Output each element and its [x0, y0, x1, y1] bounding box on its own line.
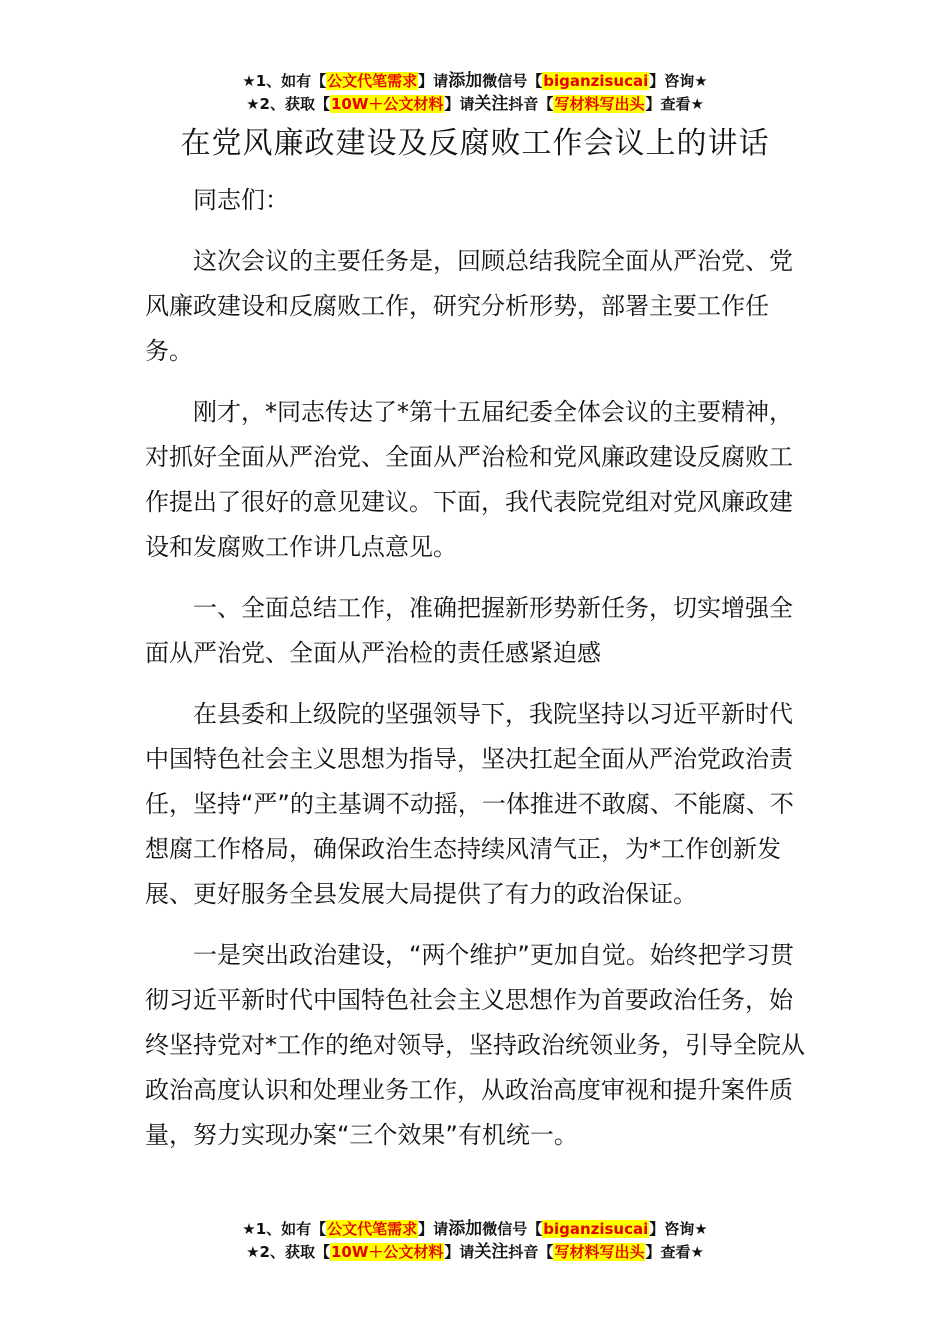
banner-emphasis: 关注	[474, 94, 509, 114]
banner-text: ★2、获取【	[246, 1243, 330, 1261]
banner-text: 】查看★	[645, 95, 704, 113]
document-title: 在党风廉政建设及反腐败工作会议上的讲话	[180, 126, 770, 161]
banner-line-2	[0, 1241, 950, 1264]
body-paragraph: 一是突出政治建设，“两个维护”更加自觉。始终把学习贯彻习近平新时代中国特色社会主义思想作为首要政治任务，始终坚持党对*工作的绝对领导，坚持政治统领业务，引导全院从政治高度认识和处理业务工作，从政治高度审视和提升案件质量，努力实现办案“三个效果”有机统一。	[145, 941, 805, 1149]
banner-highlight: biganzisucai	[543, 1220, 649, 1238]
banner-highlight: biganzisucai	[543, 72, 649, 90]
banner-highlight: 写材料写出头	[554, 1243, 645, 1261]
banner-text: 】请	[418, 1220, 449, 1238]
banner-emphasis: 添加	[448, 71, 483, 91]
banner-emphasis: 关注	[474, 1242, 509, 1262]
header-banner	[0, 70, 950, 116]
banner-highlight: 公文代笔需求	[327, 72, 418, 90]
banner-highlight: 写材料写出头	[554, 95, 645, 113]
banner-text: 抖音【	[508, 95, 554, 113]
banner-text: 抖音【	[508, 1243, 554, 1261]
body-paragraph: 刚才，*同志传达了*第十五届纪委全体会议的主要精神，对抓好全面从严治党、全面从严治检和党风廉政建设反腐败工作提出了很好的意见建议。下面，我代表院党组对党风廉政建设和发腐败工作讲几点意见。	[145, 398, 793, 561]
banner-text: 】咨询★	[649, 1220, 708, 1238]
body-paragraph: 在县委和上级院的坚强领导下，我院坚持以习近平新时代中国特色社会主义思想为指导，坚决扛起全面从严治党政治责任，坚持“严”的主基调不动摇，一体推进不敢腐、不能腐、不想腐工作格局，确保政治生态持续风清气正，为*工作创新发展、更好服务全县发展大局提供了有力的政治保证。	[145, 700, 794, 908]
banner-text: 】查看★	[645, 1243, 704, 1261]
banner-text: 】请	[444, 1243, 475, 1261]
banner-line-1	[0, 70, 950, 93]
banner-highlight: 10W＋公文材料	[330, 95, 444, 113]
banner-text: 微信号【	[482, 72, 543, 90]
banner-line-1	[0, 1218, 950, 1241]
banner-text: 】咨询★	[649, 72, 708, 90]
section-heading: 一、全面总结工作，准确把握新形势新任务，切实增强全面从严治党、全面从严治检的责任感紧迫感	[145, 594, 793, 667]
footer-banner	[0, 1218, 950, 1264]
banner-text: 微信号【	[482, 1220, 543, 1238]
salutation: 同志们：	[193, 186, 289, 214]
banner-text: 】请	[418, 72, 449, 90]
banner-text: ★1、如有【	[242, 72, 327, 90]
document-body	[145, 178, 810, 1174]
banner-highlight: 公文代笔需求	[327, 1220, 418, 1238]
banner-highlight: 10W＋公文材料	[330, 1243, 444, 1261]
banner-text: ★1、如有【	[242, 1220, 327, 1238]
banner-text: 】请	[444, 95, 475, 113]
banner-emphasis: 添加	[448, 1219, 483, 1239]
banner-text: ★2、获取【	[246, 95, 330, 113]
banner-line-2	[0, 93, 950, 116]
body-paragraph: 这次会议的主要任务是，回顾总结我院全面从严治党、党风廉政建设和反腐败工作，研究分析形势，部署主要工作任务。	[145, 247, 793, 365]
